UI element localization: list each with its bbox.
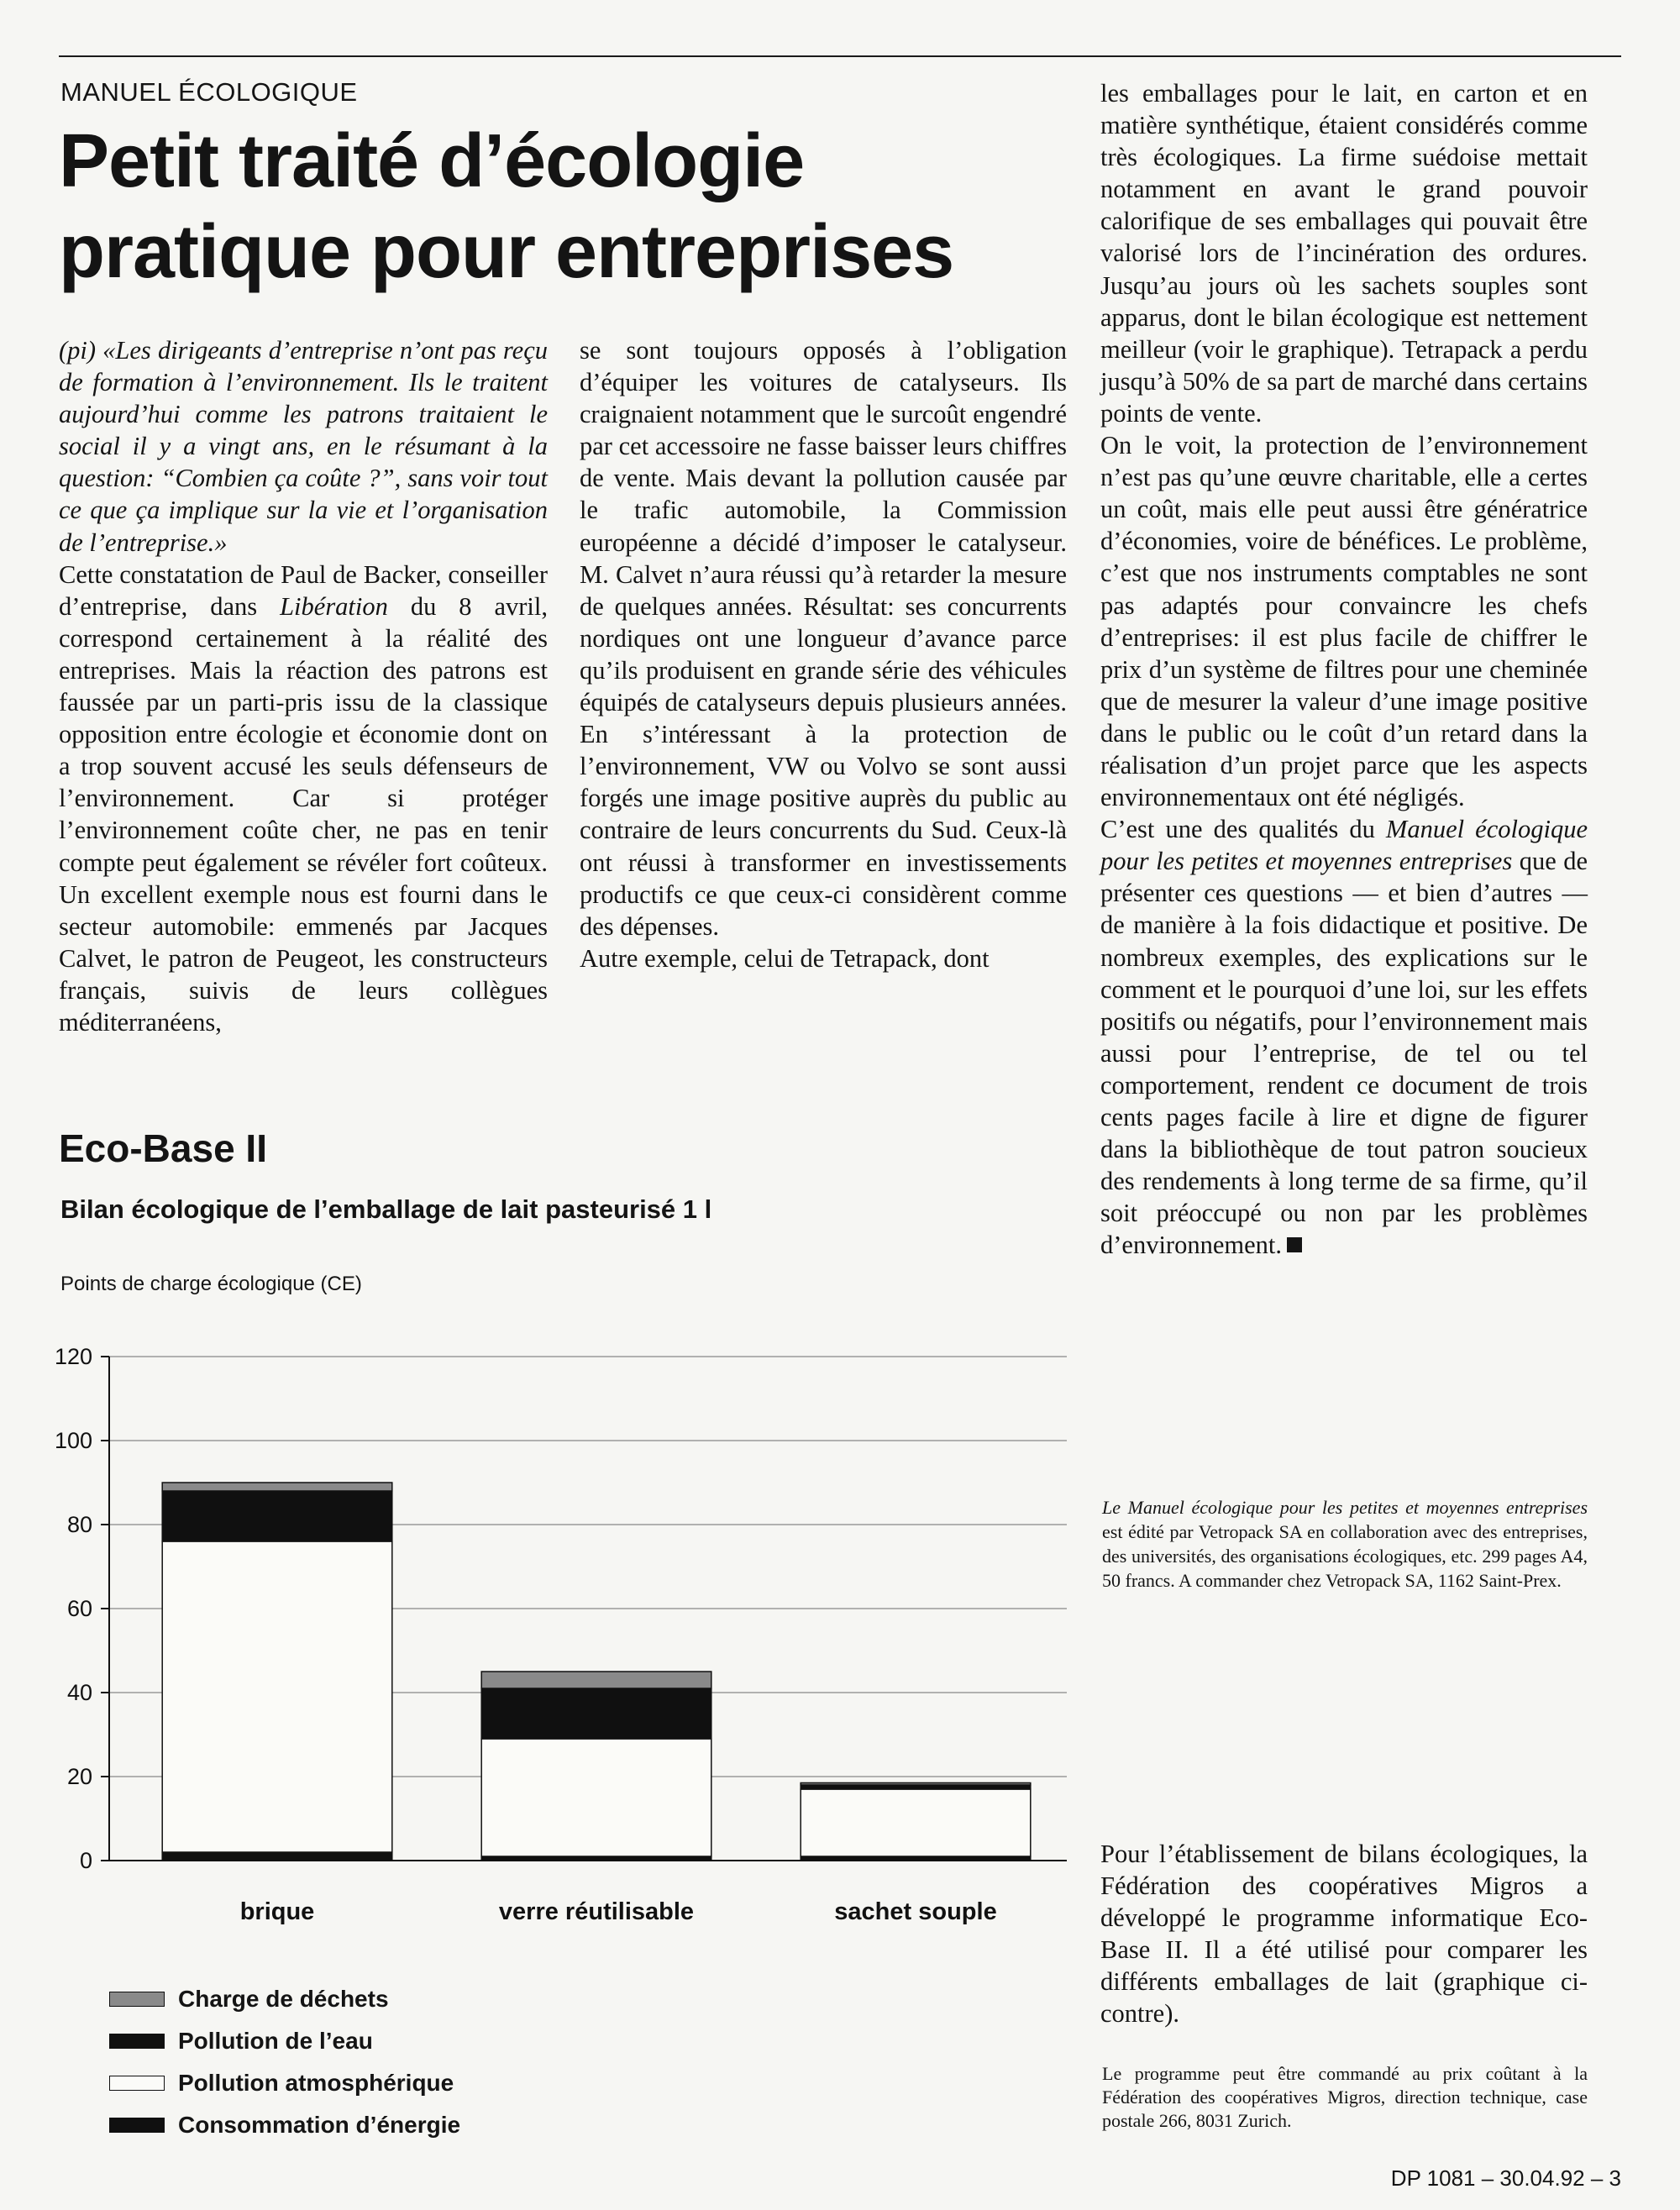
paragraph-text: C’est une des qualités du: [1100, 815, 1375, 844]
x-category-label: sachet souple: [834, 1898, 997, 1925]
bar-segment-eau: [162, 1491, 392, 1541]
eco-base-order-info: [1102, 2062, 1588, 2133]
legend-item-dechets: [109, 1978, 460, 2020]
legend-item-energie: [109, 2104, 460, 2146]
bar-segment-atmo: [801, 1789, 1031, 1856]
article-title: [59, 116, 1067, 297]
bar-chart: [42, 1319, 1084, 1940]
bar-segment-dechets: [481, 1672, 711, 1688]
y-tick-label: 60: [66, 1596, 92, 1621]
y-tick-label: 0: [79, 1848, 92, 1873]
eco-base-intro: [1100, 1838, 1588, 2029]
article-column-2: [580, 334, 1067, 974]
legend-swatch: [109, 2076, 165, 2091]
legend-label: Consommation d’énergie: [178, 2112, 461, 2138]
paragraph: Autre exemple, celui de Tetrapack, dont: [580, 943, 990, 973]
legend-swatch: [109, 1992, 165, 2007]
paragraph: [59, 559, 548, 1038]
paragraph: Le programme peut être commandé au prix coûtant à la Fédération des coopératives Migros, direction technique, case postale 266, 8031 Zurich.: [1102, 2063, 1588, 2131]
newspaper-name: Libération: [280, 591, 388, 621]
y-tick-label: 20: [66, 1764, 92, 1789]
y-tick-label: 120: [54, 1344, 92, 1369]
credit-book-title: Le Manuel écologique pour les petites et moyennes entreprises: [1102, 1497, 1588, 1518]
legend-label: Pollution atmosphérique: [178, 2070, 454, 2096]
y-tick-label: 100: [54, 1428, 92, 1453]
legend-label: Pollution de l’eau: [178, 2028, 373, 2054]
chart-title: Eco-Base II: [59, 1126, 267, 1170]
article-column-3: [1100, 77, 1588, 1261]
chart-subtitle: Bilan écologique de l’emballage de lait pasteurisé 1 l: [60, 1194, 712, 1224]
chart-legend: [109, 1978, 460, 2146]
page-footer: DP 1081 – 30.04.92 – 3: [1390, 2165, 1621, 2191]
y-tick-label: 40: [66, 1680, 92, 1705]
book-title: Manuel écologique pour les petites et moyennes entreprises: [1100, 815, 1588, 876]
bar-segment-atmo: [481, 1739, 711, 1856]
paragraph: [1100, 813, 1588, 1261]
paragraph: se sont toujours opposés à l’obligation d’équiper les voitures de catalyseurs. Ils craignaient notamment que le surcoût engendré par cet accessoire ne fasse baisser leurs chiffres de vente. Mais devant la pollution causée par le trafic automobile, la Commission européenne a décidé d’imposer le catalyseur. M. Calvet n’aura réussi qu’à retarder la mesure de quelques années. Résultat: ses concurrents nordiques ont une longueur d’avance parce qu’ils produisent en grande série des véhicules équipés de catalyseurs depuis plusieurs années. En s’intéressant à la protection de l’environnement, VW ou Volvo se sont aussi forgés une image positive auprès du public au contraire de leurs concurrents du Sud. Ceux-là ont réussi à transformer en investissements productifs ce que ceux-ci considèrent comme des dépenses.: [580, 336, 1067, 941]
paragraph-text: du 8 avril, correspond certainement à la réalité des entreprises. Mais la réaction des patrons est faussée par un parti-pris issu de la classique opposition entre écologie et économie dont on a trop souvent accusé les seuls défenseurs de l’environnement. Car si protéger l’environnement coûte cher, ne pas en tenir compte peut également se révéler fort coûteux. Un excellent exemple nous est fourni dans le secteur automobile: emmenés par Jacques Calvet, le patron de Peugeot, les constructeurs français, suivis de leurs collègues méditerranéens,: [59, 591, 549, 1037]
credit-details: est édité par Vetropack SA en collaboration avec des entreprises, des universités, des organisations écologiques, etc. 299 pages A4, 50 francs. A commander chez Vetropack SA, 1162 Saint-Prex.: [1102, 1521, 1588, 1591]
bar-segment-dechets: [162, 1483, 392, 1491]
paragraph-text: que de présenter ces questions — et bien d’autres — de manière à la fois didactique et positive. De nombreux exemples, des explications sur le comment et le pourquoi d’une loi, sur les effets positifs ou négatifs, pour l’environnement mais aussi pour l’entreprise, de tel ou tel comportement, rendent ce document de trois cents pages facile à lire et digne de figurer dans la bibliothèque de tout patron soucieux des rendements à long terme de sa firme, qu’il soit préoccupé ou non par les problèmes d’environnement.: [1100, 847, 1588, 1260]
bar-segment-eau: [481, 1688, 711, 1739]
article-column-1: [59, 334, 548, 1038]
x-category-label: verre réutilisable: [498, 1898, 695, 1925]
paragraph-text: Cette constatation de Paul de Backer, conseiller d’entreprise, dans: [59, 559, 548, 621]
title-line-1: Petit traité d’écologie: [59, 119, 805, 203]
paragraph: les emballages pour le lait, en carton et en matière synthétique, étaient considérés comme très écologiques. La firme suédoise mettait notamment en avant le grand pouvoir calorifique de ses emballages qui pouvait être valorisé lors de l’incinération des ordures. Jusqu’au jours où les sachets souples sont apparus, dont le bilan écologique est nettement meilleur (voir le graphique). Tetrapack a perdu jusqu’à 50% de sa part de marché dans certains points de vente.: [1100, 79, 1588, 428]
legend-item-atmo: [109, 2062, 460, 2104]
bar-segment-dechets: [801, 1783, 1031, 1786]
section-label: MANUEL ÉCOLOGIQUE: [60, 77, 358, 107]
title-line-2: pratique pour entreprises: [59, 210, 954, 294]
legend-label: Charge de déchets: [178, 1986, 389, 2012]
x-category-label: brique: [239, 1898, 315, 1925]
bar-segment-atmo: [162, 1541, 392, 1852]
paragraph: On le voit, la protection de l’environnement n’est pas qu’une œuvre charitable, elle a certes un coût, mais elle peut aussi être génératrice d’économies, voire de bénéfices. Le problème, c’est que nos instruments comptables ne sont pas adaptés pour convaincre les chefs d’entreprises: il est plus facile de chiffrer le prix d’un système de filtres pour une cheminée que de mesurer la valeur d’une image positive dans le public ou le coût d’un retard dans la réalisation d’un projet parce que les aspects environnementaux ont été négligés.: [1100, 431, 1588, 812]
end-mark-icon: [1287, 1237, 1302, 1252]
legend-swatch: [109, 2118, 165, 2133]
legend-item-eau: [109, 2020, 460, 2062]
top-rule: [59, 55, 1621, 57]
y-tick-label: 80: [66, 1512, 92, 1537]
book-credit: [1102, 1495, 1588, 1593]
paragraph: Pour l’établissement de bilans écologiques, la Fédération des coopératives Migros a développé le programme informatique Eco-Base II. Il a été utilisé pour comparer les différents emballages de lait (graphique ci-contre).: [1100, 1840, 1588, 2028]
lead-quote: (pi) «Les dirigeants d’entreprise n’ont pas reçu de formation à l’environnement. Ils le traitent aujourd’hui comme les patrons traitaient le social il y a vingt ans, en le résumant à la question: “Combien ça coûte ?”, sans voir tout ce que ça implique sur la vie et l’organisation de l’entreprise.»: [59, 336, 548, 557]
legend-swatch: [109, 2034, 165, 2049]
credit-text: [1102, 1495, 1588, 1593]
y-axis-label: Points de charge écologique (CE): [60, 1273, 362, 1295]
bar-segment-energie: [162, 1852, 392, 1861]
